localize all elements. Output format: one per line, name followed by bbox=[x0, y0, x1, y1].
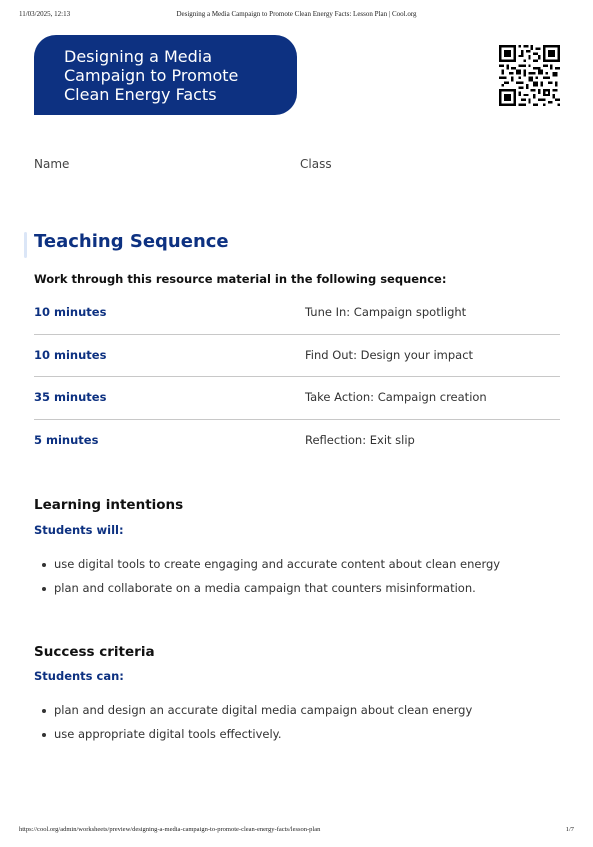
students-can-label: Students can: bbox=[34, 669, 124, 683]
sequence-time: 35 minutes bbox=[34, 390, 107, 404]
students-will-label: Students will: bbox=[34, 523, 124, 537]
lesson-title-box bbox=[34, 35, 297, 115]
sequence-time: 10 minutes bbox=[34, 305, 107, 319]
sequence-activity: Take Action: Campaign creation bbox=[305, 390, 487, 404]
print-header bbox=[0, 10, 593, 22]
sequence-activity: Find Out: Design your impact bbox=[305, 347, 474, 362]
lesson-title-line-1: Designing a Media bbox=[64, 47, 213, 66]
list-item bbox=[40, 556, 500, 580]
list-item bbox=[40, 726, 472, 750]
lesson-title-line-3: Clean Energy Facts bbox=[64, 85, 217, 104]
qr-code-icon bbox=[499, 45, 560, 106]
success-criteria-list bbox=[40, 702, 472, 749]
table-row bbox=[34, 420, 560, 463]
list-item-text: use appropriate digital tools effectively. bbox=[54, 726, 282, 741]
table-row bbox=[34, 377, 560, 420]
sequence-time: 10 minutes bbox=[34, 347, 107, 362]
sequence-time: 5 minutes bbox=[34, 432, 99, 447]
lesson-title-line-2: Campaign to Promote bbox=[64, 66, 239, 85]
print-url: https://cool.org/admin/worksheets/preview/designing-a-media-campaign-to-promote-clean-energy-facts/lesson-plan bbox=[19, 826, 321, 833]
table-row bbox=[34, 335, 560, 378]
learning-intentions-heading: Learning intentions bbox=[34, 497, 184, 513]
name-field-label: Name bbox=[34, 157, 70, 171]
sequence-activity: Reflection: Exit slip bbox=[305, 432, 415, 447]
success-criteria-heading: Success criteria bbox=[34, 644, 155, 660]
sequence-activity: Tune In: Campaign spotlight bbox=[305, 305, 467, 319]
bullet-icon bbox=[42, 709, 46, 713]
class-field-label: Class bbox=[300, 157, 332, 171]
learning-intentions-list bbox=[40, 556, 500, 603]
section-accent-bar bbox=[24, 232, 27, 258]
bullet-icon bbox=[42, 733, 46, 737]
page-number: 1/7 bbox=[565, 826, 574, 833]
table-row bbox=[34, 292, 560, 335]
sequence-table bbox=[34, 292, 560, 462]
teaching-sequence-heading: Teaching Sequence bbox=[34, 231, 229, 252]
list-item-text: use digital tools to create engaging and accurate content about clean energy bbox=[54, 557, 501, 571]
sequence-instructions: Work through this resource material in the following sequence: bbox=[34, 272, 447, 286]
list-item-text: plan and collaborate on a media campaign that counters misinformation. bbox=[54, 580, 476, 595]
print-datetime: 11/03/2025, 12:13 bbox=[19, 10, 71, 18]
bullet-icon bbox=[42, 563, 46, 567]
list-item bbox=[40, 580, 500, 604]
bullet-icon bbox=[42, 587, 46, 591]
print-page-title: Designing a Media Campaign to Promote Clean Energy Facts: Lesson Plan | Cool.org bbox=[176, 10, 417, 18]
list-item-text: plan and design an accurate digital media campaign about clean energy bbox=[54, 703, 473, 717]
list-item bbox=[40, 702, 472, 726]
